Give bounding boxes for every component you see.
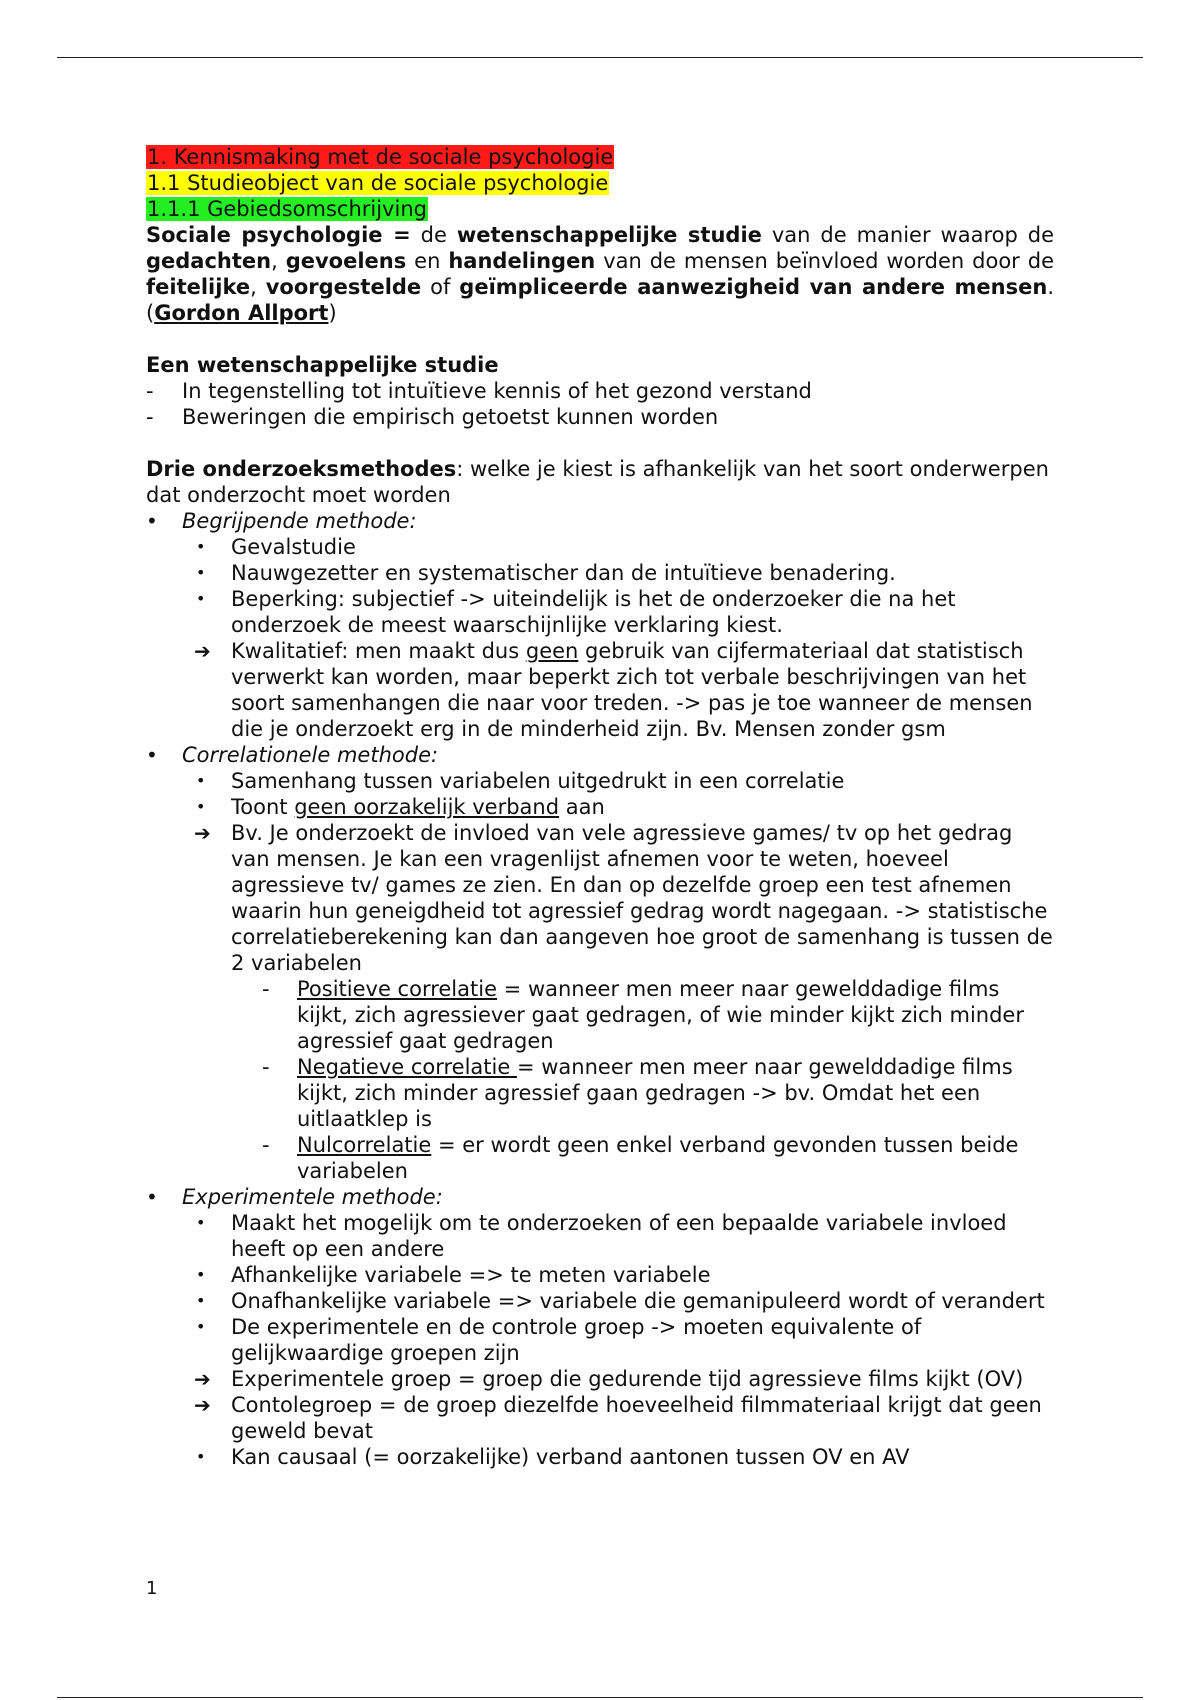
definition-paragraph: Sociale psychologie = de wetenschappelijke studie van de manier waarop de gedachten, gevoelens en handelingen van de mensen beïnvloed worden door de feitelijke, voorgestelde of geïmpliceerde aanwezigheid van andere mensen. (Gordon Allport): [146, 223, 1055, 325]
bullet-icon: •: [196, 797, 206, 816]
footer-rule: [57, 1697, 1143, 1698]
list-item: • Nauwgezetter en systematischer dan de intuïtieve benadering.: [196, 561, 896, 585]
list-item: • Toont geen oorzakelijk verband aan: [196, 795, 605, 819]
arrow-icon: ➔: [194, 1367, 211, 1391]
section-title-science: Een wetenschappelijke studie: [146, 353, 499, 377]
list-item: - Negatieve correlatie = wanneer men meer naar gewelddadige films kijkt, zich minder agressief gaan gedragen -> bv. Omdat het een uitlaatklep is: [262, 1055, 1013, 1131]
arrow-icon: ➔: [194, 1393, 211, 1417]
heading-1: 1. Kennismaking met de sociale psychologie: [147, 145, 614, 169]
method-correlationeel: • Correlationele methode:: [146, 743, 439, 767]
author-name: Gordon Allport: [154, 301, 329, 325]
bullet-icon: •: [196, 563, 206, 582]
method-begrijpend: • Begrijpende methode:: [146, 509, 417, 533]
bullet-icon: •: [196, 1291, 206, 1310]
list-item: ➔ Kwalitatief: men maakt dus geen gebruik van cijfermateriaal dat statistisch verwerkt kan worden, maar beperkt zich tot verbale beschrijvingen van het soort samenhangen die naar voor treden. -> pas je toe wanneer de mensen die je onderzoekt erg in de minderheid zijn. Bv. Mensen zonder gsm: [194, 639, 1033, 741]
method-experimenteel: • Experimentele methode:: [146, 1185, 443, 1209]
list-item: - In tegenstelling tot intuïtieve kennis of het gezond verstand: [146, 379, 812, 403]
list-item: • Maakt het mogelijk om te onderzoeken of een bepaalde variabele invloed heeft op een andere: [196, 1211, 1007, 1261]
bullet-icon: •: [196, 1265, 206, 1284]
heading-3: 1.1.1 Gebiedsomschrijving: [147, 197, 427, 221]
list-item: • Onafhankelijke variabele => variabele die gemanipuleerd wordt of verandert: [196, 1289, 1045, 1313]
section-title-methods: Drie onderzoeksmethodes: welke je kiest is afhankelijk van het soort onderwerpen dat onderzocht moet worden: [146, 457, 1049, 507]
document-page: [146, 144, 1054, 1470]
bullet-icon: •: [196, 1447, 206, 1466]
arrow-icon: ➔: [194, 821, 211, 845]
list-item: - Nulcorrelatie = er wordt geen enkel verband gevonden tussen beide variabelen: [262, 1133, 1019, 1183]
bullet-icon: •: [196, 771, 206, 790]
bullet-icon: •: [196, 1213, 206, 1232]
heading-2: 1.1 Studieobject van de sociale psychologie: [147, 171, 609, 195]
list-item: ➔ Contolegroep = de groep diezelfde hoeveelheid filmmateriaal krijgt dat geen geweld bevat: [194, 1393, 1042, 1443]
list-item: ➔ Experimentele groep = groep die gedurende tijd agressieve films kijkt (OV): [194, 1367, 1024, 1391]
list-item: • De experimentele en de controle groep -> moeten equivalente of gelijkwaardige groepen zijn: [196, 1315, 922, 1365]
bullet-icon: •: [146, 743, 158, 767]
bullet-icon: •: [196, 589, 206, 608]
bullet-icon: •: [196, 1317, 206, 1336]
bullet-icon: •: [146, 509, 158, 533]
arrow-icon: ➔: [194, 639, 211, 663]
page-number: 1: [146, 1578, 158, 1599]
list-item: • Samenhang tussen variabelen uitgedrukt in een correlatie: [196, 769, 845, 793]
header-rule: [57, 57, 1143, 58]
list-item: • Kan causaal (= oorzakelijke) verband aantonen tussen OV en AV: [196, 1445, 910, 1469]
list-item: • Afhankelijke variabele => te meten variabele: [196, 1263, 711, 1287]
list-item: ➔ Bv. Je onderzoekt de invloed van vele agressieve games/ tv op het gedrag van mensen. Je kan een vragenlijst afnemen voor te weten, hoeveel agressieve tv/ games ze zien. En dan op dezelfde groep een test afnemen waarin hun geneigdheid tot agressief gedrag wordt nagegaan. -> statistische correlatieberekening kan dan aangeven hoe groot de samenhang is tussen de 2 variabelen: [194, 821, 1053, 975]
bullet-icon: •: [196, 537, 206, 556]
bullet-icon: •: [146, 1185, 158, 1209]
list-item: • Beperking: subjectief -> uiteindelijk is het de onderzoeker die na het onderzoek de meest waarschijnlijke verklaring kiest.: [196, 587, 956, 637]
list-item: - Beweringen die empirisch getoetst kunnen worden: [146, 405, 719, 429]
list-item: • Gevalstudie: [196, 535, 356, 559]
list-item: - Positieve correlatie = wanneer men meer naar gewelddadige films kijkt, zich agressiever gaat gedragen, of wie minder kijkt zich minder agressief gaat gedragen: [262, 977, 1024, 1053]
